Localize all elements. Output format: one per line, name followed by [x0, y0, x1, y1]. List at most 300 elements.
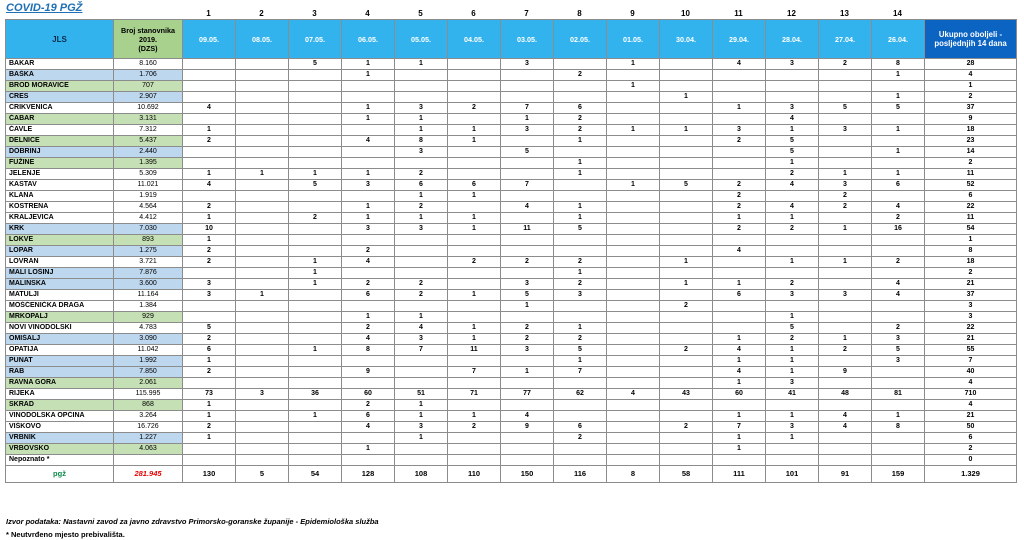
daily-cases-cell	[183, 268, 236, 279]
daily-cases-cell	[289, 367, 342, 378]
daily-cases-cell	[448, 433, 501, 444]
total-cases-cell: 37	[925, 290, 1017, 301]
daily-cases-cell	[660, 400, 713, 411]
daily-cases-cell: 3	[713, 125, 766, 136]
daily-cases-cell: 1	[713, 444, 766, 455]
daily-cases-cell: 1	[183, 125, 236, 136]
daily-cases-cell: 2	[395, 169, 448, 180]
daily-cases-cell: 1	[819, 169, 872, 180]
daily-cases-cell: 2	[554, 279, 607, 290]
population-cell: 3.721	[114, 257, 183, 268]
table-body	[6, 59, 1017, 483]
daily-cases-cell: 1	[766, 158, 819, 169]
daily-cases-cell: 5	[766, 136, 819, 147]
daily-cases-cell	[395, 301, 448, 312]
total-cases-cell: 7	[925, 356, 1017, 367]
table-row	[6, 378, 1017, 389]
daily-cases-cell: 3	[819, 125, 872, 136]
daily-cases-cell: 2	[448, 103, 501, 114]
municipality-name: CRES	[6, 92, 114, 103]
total-cases-cell: 9	[925, 114, 1017, 125]
total-cases-cell: 23	[925, 136, 1017, 147]
column-number: 3	[312, 9, 317, 18]
daily-cases-cell: 1	[872, 70, 925, 81]
daily-cases-cell: 5	[819, 103, 872, 114]
daily-sum-cell: 91	[819, 466, 872, 483]
daily-cases-cell: 7	[501, 103, 554, 114]
header-date: 29.04.	[713, 20, 766, 59]
daily-cases-cell	[448, 246, 501, 257]
daily-cases-cell: 1	[607, 59, 660, 70]
daily-cases-cell: 1	[766, 411, 819, 422]
population-cell: 11.021	[114, 180, 183, 191]
daily-cases-cell: 2	[395, 279, 448, 290]
column-number: 13	[840, 9, 849, 18]
daily-cases-cell: 4	[395, 323, 448, 334]
daily-cases-cell	[501, 356, 554, 367]
daily-cases-cell	[289, 400, 342, 411]
daily-cases-cell: 2	[342, 400, 395, 411]
daily-cases-cell	[342, 81, 395, 92]
daily-cases-cell: 1	[448, 411, 501, 422]
daily-cases-cell: 1	[713, 378, 766, 389]
daily-cases-cell	[554, 400, 607, 411]
daily-cases-cell	[819, 81, 872, 92]
daily-cases-cell	[713, 158, 766, 169]
daily-cases-cell: 4	[713, 246, 766, 257]
daily-cases-cell	[713, 81, 766, 92]
population-cell: 7.876	[114, 268, 183, 279]
daily-cases-cell: 2	[501, 257, 554, 268]
daily-cases-cell: 1	[395, 59, 448, 70]
daily-sum-cell: 116	[554, 466, 607, 483]
daily-cases-cell: 4	[819, 411, 872, 422]
header-population-line2: 2019.	[139, 34, 157, 44]
total-cases-cell: 50	[925, 422, 1017, 433]
column-number: 1	[206, 9, 211, 18]
table-row	[6, 114, 1017, 125]
daily-cases-cell	[819, 246, 872, 257]
daily-cases-cell	[819, 235, 872, 246]
daily-cases-cell: 5	[554, 345, 607, 356]
daily-cases-cell	[236, 268, 289, 279]
daily-cases-cell	[448, 268, 501, 279]
daily-cases-cell: 1	[713, 213, 766, 224]
daily-cases-cell: 2	[660, 422, 713, 433]
daily-cases-cell	[342, 147, 395, 158]
daily-cases-cell: 1	[554, 356, 607, 367]
pgz-logo-label: pgž	[6, 466, 114, 483]
daily-cases-cell: 7	[395, 345, 448, 356]
population-cell: 7.312	[114, 125, 183, 136]
daily-cases-cell	[289, 301, 342, 312]
daily-cases-cell	[872, 367, 925, 378]
daily-cases-cell: 1	[766, 257, 819, 268]
daily-cases-cell: 1	[395, 400, 448, 411]
daily-cases-cell	[607, 202, 660, 213]
daily-cases-cell	[501, 213, 554, 224]
daily-cases-cell	[554, 312, 607, 323]
population-cell: 1.919	[114, 191, 183, 202]
daily-cases-cell	[289, 455, 342, 466]
header-date: 26.04.	[872, 20, 925, 59]
total-cases-cell: 18	[925, 125, 1017, 136]
daily-cases-cell	[289, 323, 342, 334]
daily-cases-cell	[236, 59, 289, 70]
population-cell: 1.275	[114, 246, 183, 257]
table-row	[6, 411, 1017, 422]
table-row	[6, 125, 1017, 136]
daily-cases-cell	[183, 191, 236, 202]
daily-cases-cell	[183, 301, 236, 312]
daily-cases-cell: 1	[713, 411, 766, 422]
daily-cases-cell	[554, 191, 607, 202]
daily-cases-cell: 1	[448, 290, 501, 301]
daily-cases-cell	[501, 81, 554, 92]
daily-cases-cell: 1	[766, 125, 819, 136]
column-number: 14	[893, 9, 902, 18]
column-number: 12	[787, 9, 796, 18]
daily-cases-cell: 2	[872, 323, 925, 334]
daily-cases-cell	[289, 378, 342, 389]
daily-cases-cell: 71	[448, 389, 501, 400]
daily-cases-cell	[872, 312, 925, 323]
daily-cases-cell	[766, 191, 819, 202]
daily-cases-cell	[448, 81, 501, 92]
daily-sum-cell: 108	[395, 466, 448, 483]
municipality-name: PUNAT	[6, 356, 114, 367]
population-cell: 5.309	[114, 169, 183, 180]
daily-cases-cell: 3	[183, 279, 236, 290]
daily-cases-cell	[289, 246, 342, 257]
population-cell: 2.061	[114, 378, 183, 389]
daily-cases-cell: 3	[766, 422, 819, 433]
daily-cases-cell: 6	[342, 290, 395, 301]
daily-cases-cell	[236, 213, 289, 224]
daily-cases-cell	[395, 235, 448, 246]
daily-cases-cell: 1	[448, 224, 501, 235]
daily-cases-cell	[819, 433, 872, 444]
daily-cases-cell	[607, 92, 660, 103]
daily-cases-cell	[607, 301, 660, 312]
daily-cases-cell: 5	[766, 147, 819, 158]
daily-cases-cell	[819, 400, 872, 411]
daily-cases-cell: 2	[713, 224, 766, 235]
daily-cases-cell: 73	[183, 389, 236, 400]
daily-cases-cell: 1	[713, 356, 766, 367]
daily-cases-cell	[872, 400, 925, 411]
daily-cases-cell	[766, 246, 819, 257]
daily-cases-cell	[236, 191, 289, 202]
daily-cases-cell	[660, 444, 713, 455]
daily-cases-cell	[236, 81, 289, 92]
daily-cases-cell	[236, 301, 289, 312]
daily-sum-cell: 8	[607, 466, 660, 483]
daily-cases-cell	[660, 334, 713, 345]
page-title[interactable]: COVID-19 PGŽ	[6, 2, 83, 14]
table-row	[6, 235, 1017, 246]
daily-cases-cell: 43	[660, 389, 713, 400]
footnote: * Neutvrđeno mjesto prebivališta.	[6, 530, 125, 539]
municipality-name: MALI LOŠINJ	[6, 268, 114, 279]
daily-cases-cell	[183, 158, 236, 169]
daily-cases-cell: 1	[342, 213, 395, 224]
daily-cases-cell: 1	[395, 312, 448, 323]
daily-cases-cell	[607, 422, 660, 433]
daily-cases-cell: 4	[872, 202, 925, 213]
daily-cases-cell: 1	[289, 169, 342, 180]
column-number: 11	[734, 9, 743, 18]
daily-cases-cell: 2	[501, 323, 554, 334]
population-cell: 4.564	[114, 202, 183, 213]
population-cell: 3.090	[114, 334, 183, 345]
daily-cases-cell: 2	[713, 136, 766, 147]
daily-cases-cell	[660, 70, 713, 81]
daily-cases-cell	[872, 378, 925, 389]
daily-cases-cell	[607, 70, 660, 81]
municipality-name: FUŽINE	[6, 158, 114, 169]
daily-cases-cell: 3	[395, 224, 448, 235]
daily-cases-cell: 1	[448, 334, 501, 345]
daily-cases-cell	[660, 202, 713, 213]
daily-cases-cell	[395, 444, 448, 455]
daily-cases-cell	[501, 400, 554, 411]
daily-cases-cell: 1	[183, 213, 236, 224]
municipality-name: DELNICE	[6, 136, 114, 147]
daily-cases-cell: 1	[554, 202, 607, 213]
daily-cases-cell: 1	[395, 213, 448, 224]
daily-cases-cell	[660, 103, 713, 114]
daily-cases-cell	[660, 191, 713, 202]
daily-cases-cell: 48	[819, 389, 872, 400]
daily-cases-cell: 1	[766, 345, 819, 356]
column-number: 2	[259, 9, 264, 18]
daily-cases-cell	[819, 147, 872, 158]
daily-cases-cell	[448, 378, 501, 389]
daily-cases-cell: 2	[183, 257, 236, 268]
daily-cases-cell	[448, 301, 501, 312]
daily-cases-cell: 3	[395, 334, 448, 345]
column-number: 5	[418, 9, 423, 18]
column-number: 6	[471, 9, 476, 18]
daily-cases-cell: 1	[342, 312, 395, 323]
daily-cases-cell: 1	[554, 136, 607, 147]
daily-cases-cell: 2	[819, 191, 872, 202]
population-cell: 16.726	[114, 422, 183, 433]
daily-cases-cell: 2	[342, 279, 395, 290]
daily-cases-cell: 1	[183, 433, 236, 444]
header-date: 04.05.	[448, 20, 501, 59]
daily-cases-cell	[448, 356, 501, 367]
daily-cases-cell: 3	[342, 180, 395, 191]
population-cell: 11.164	[114, 290, 183, 301]
header-date: 30.04.	[660, 20, 713, 59]
daily-cases-cell	[448, 444, 501, 455]
daily-cases-cell: 2	[183, 422, 236, 433]
daily-cases-cell: 3	[554, 290, 607, 301]
daily-cases-cell	[607, 257, 660, 268]
daily-cases-cell	[554, 92, 607, 103]
total-cases-cell: 40	[925, 367, 1017, 378]
daily-cases-cell	[289, 158, 342, 169]
daily-cases-cell	[289, 334, 342, 345]
daily-cases-cell	[236, 136, 289, 147]
daily-cases-cell	[660, 312, 713, 323]
total-cases-cell: 54	[925, 224, 1017, 235]
municipality-name: VINODOLSKA OPĆINA	[6, 411, 114, 422]
daily-cases-cell: 3	[819, 290, 872, 301]
daily-cases-cell: 1	[501, 301, 554, 312]
municipality-name: MRKOPALJ	[6, 312, 114, 323]
daily-cases-cell	[236, 411, 289, 422]
daily-sum-cell: 54	[289, 466, 342, 483]
daily-cases-cell: 1	[554, 158, 607, 169]
table-row	[6, 433, 1017, 444]
daily-cases-cell: 1	[342, 114, 395, 125]
daily-cases-cell: 4	[607, 389, 660, 400]
total-cases-cell: 28	[925, 59, 1017, 70]
daily-cases-cell: 62	[554, 389, 607, 400]
table-row	[6, 422, 1017, 433]
population-cell	[114, 455, 183, 466]
header-total	[925, 20, 1017, 59]
daily-cases-cell: 1	[819, 257, 872, 268]
daily-cases-cell	[395, 92, 448, 103]
daily-cases-cell: 4	[501, 411, 554, 422]
daily-cases-cell: 3	[501, 279, 554, 290]
population-cell: 1.395	[114, 158, 183, 169]
population-cell: 8.160	[114, 59, 183, 70]
daily-cases-cell: 60	[342, 389, 395, 400]
daily-cases-cell: 2	[448, 422, 501, 433]
daily-cases-cell	[713, 235, 766, 246]
daily-cases-cell: 1	[342, 444, 395, 455]
daily-cases-cell	[236, 125, 289, 136]
daily-cases-cell	[289, 312, 342, 323]
daily-cases-cell	[183, 444, 236, 455]
daily-cases-cell: 4	[183, 180, 236, 191]
header-date: 06.05.	[342, 20, 395, 59]
population-cell: 707	[114, 81, 183, 92]
total-cases-cell: 710	[925, 389, 1017, 400]
table-row	[6, 268, 1017, 279]
daily-cases-cell: 5	[501, 147, 554, 158]
daily-cases-cell	[342, 191, 395, 202]
daily-cases-cell	[501, 268, 554, 279]
population-cell: 3.264	[114, 411, 183, 422]
daily-cases-cell	[607, 268, 660, 279]
daily-cases-cell	[183, 92, 236, 103]
header-row	[6, 20, 1017, 59]
daily-cases-cell	[501, 158, 554, 169]
daily-sum-cell: 5	[236, 466, 289, 483]
daily-cases-cell	[819, 279, 872, 290]
total-cases-cell: 37	[925, 103, 1017, 114]
table-row	[6, 389, 1017, 400]
daily-cases-cell	[236, 147, 289, 158]
population-cell: 4.412	[114, 213, 183, 224]
daily-cases-cell: 5	[766, 323, 819, 334]
daily-cases-cell	[660, 158, 713, 169]
daily-cases-cell: 11	[448, 345, 501, 356]
daily-cases-cell	[660, 169, 713, 180]
municipality-name: LOVRAN	[6, 257, 114, 268]
municipality-name: KOSTRENA	[6, 202, 114, 213]
table-row	[6, 257, 1017, 268]
daily-cases-cell: 1	[236, 290, 289, 301]
daily-cases-cell: 1	[342, 169, 395, 180]
daily-cases-cell: 3	[872, 334, 925, 345]
daily-cases-cell	[554, 444, 607, 455]
daily-cases-cell	[660, 455, 713, 466]
daily-cases-cell: 2	[183, 246, 236, 257]
daily-cases-cell: 4	[501, 202, 554, 213]
daily-cases-cell: 10	[183, 224, 236, 235]
daily-cases-cell	[236, 180, 289, 191]
daily-cases-cell: 1	[554, 268, 607, 279]
daily-cases-cell	[607, 323, 660, 334]
daily-cases-cell	[289, 125, 342, 136]
daily-cases-cell	[448, 279, 501, 290]
population-cell: 7.850	[114, 367, 183, 378]
daily-cases-cell	[236, 367, 289, 378]
daily-cases-cell	[713, 92, 766, 103]
daily-cases-cell: 1	[183, 400, 236, 411]
daily-cases-cell	[660, 378, 713, 389]
daily-cases-cell: 3	[342, 224, 395, 235]
header-date: 03.05.	[501, 20, 554, 59]
daily-cases-cell: 3	[395, 103, 448, 114]
daily-cases-cell: 5	[501, 290, 554, 301]
daily-cases-cell	[183, 59, 236, 70]
daily-sum-cell: 110	[448, 466, 501, 483]
daily-cases-cell	[554, 59, 607, 70]
daily-cases-cell	[501, 136, 554, 147]
daily-cases-cell	[342, 92, 395, 103]
daily-cases-cell: 5	[872, 103, 925, 114]
municipality-name: VIŠKOVO	[6, 422, 114, 433]
daily-cases-cell: 1	[448, 213, 501, 224]
table-row	[6, 224, 1017, 235]
daily-cases-cell: 5	[289, 59, 342, 70]
daily-cases-cell	[554, 180, 607, 191]
daily-cases-cell: 4	[872, 279, 925, 290]
daily-cases-cell	[554, 411, 607, 422]
municipality-name: Nepoznato *	[6, 455, 114, 466]
total-cases-cell: 4	[925, 378, 1017, 389]
population-cell: 4.063	[114, 444, 183, 455]
daily-cases-cell	[289, 224, 342, 235]
total-cases-cell: 0	[925, 455, 1017, 466]
daily-cases-cell	[395, 246, 448, 257]
daily-cases-cell	[766, 455, 819, 466]
daily-cases-cell	[607, 235, 660, 246]
daily-cases-cell: 1	[607, 180, 660, 191]
table-row	[6, 312, 1017, 323]
population-cell: 5.437	[114, 136, 183, 147]
daily-cases-cell: 1	[501, 367, 554, 378]
daily-cases-cell	[554, 81, 607, 92]
daily-cases-cell	[607, 356, 660, 367]
daily-cases-cell	[607, 246, 660, 257]
population-cell: 7.030	[114, 224, 183, 235]
total-cases-cell: 3	[925, 301, 1017, 312]
municipality-name: MALINSKA	[6, 279, 114, 290]
daily-cases-cell: 1	[819, 334, 872, 345]
daily-cases-cell	[501, 378, 554, 389]
daily-cases-cell	[236, 444, 289, 455]
daily-cases-cell: 1	[183, 235, 236, 246]
